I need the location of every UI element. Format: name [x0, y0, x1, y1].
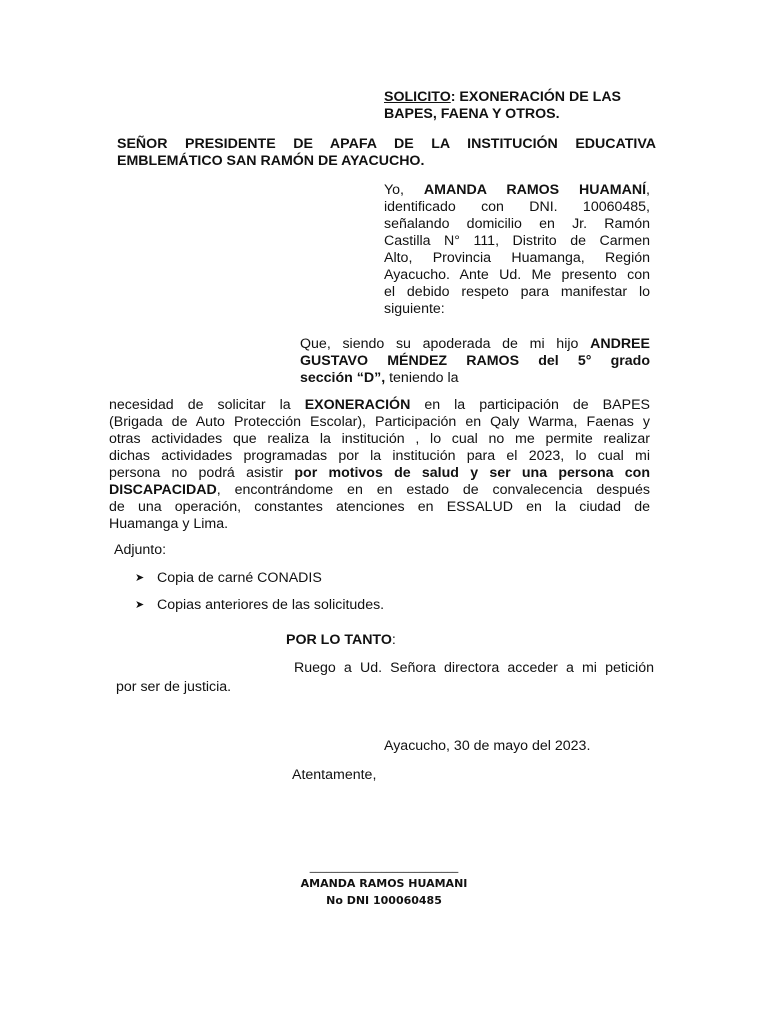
- place-date: Ayacucho, 30 de mayo del 2023.: [384, 738, 591, 754]
- intro-line: el debido respeto para manifestar lo: [384, 284, 650, 300]
- intro-line: siguiente:: [384, 301, 445, 317]
- que-text: Que, siendo su apoderada de mi hijo: [300, 336, 591, 352]
- attachments-label: Adjunto:: [114, 542, 167, 558]
- intro-comma: ,: [646, 182, 650, 198]
- signature-name: AMANDA RAMOS HUAMANI: [300, 877, 468, 890]
- request-line2: por ser de justicia.: [116, 679, 232, 695]
- applicant-name: AMANDA RAMOS HUAMANÍ: [423, 182, 647, 198]
- intro-yo: Yo,: [384, 182, 424, 198]
- que-text: teniendo la: [385, 370, 459, 386]
- attachment-item: [135, 570, 322, 587]
- attachment-item: [135, 597, 384, 614]
- exoneracion-term: EXONERACIÓN: [304, 397, 411, 413]
- child-section: sección “D”,: [300, 370, 386, 386]
- intro-line: Castilla N° 111, Distrito de Carmen: [384, 233, 650, 249]
- attachment-text: Copia de carné CONADIS: [157, 570, 322, 586]
- subject-line2: BAPES, FAENA Y OTROS.: [384, 106, 560, 122]
- subject-label: SOLICITO: [384, 89, 451, 105]
- por-lo-tanto-label: POR LO TANTO: [286, 632, 392, 648]
- body-text: en la participación de BAPES: [410, 397, 650, 413]
- intro-line: identificado con DNI. 10060485,: [384, 199, 650, 215]
- child-name-grade: GUSTAVO MÉNDEZ RAMOS del 5° grado: [300, 353, 650, 369]
- regards: Atentamente,: [292, 767, 377, 783]
- request-line1: Ruego a Ud. Señora directora acceder a mi petición: [294, 660, 654, 676]
- signature-dni: No DNI 100060485: [326, 894, 442, 907]
- discapacidad-term: DISCAPACIDAD: [109, 482, 217, 498]
- body-line: Huamanga y Lima.: [109, 516, 229, 532]
- subject-block: [384, 89, 656, 123]
- intro-line: Ayacucho. Ante Ud. Me presento con: [384, 267, 650, 283]
- body-paragraph: [109, 397, 650, 533]
- intro-line: Alto, Provincia Huamanga, Región: [384, 250, 650, 266]
- body-text: , encontrándome en en estado de convalecencia después: [216, 482, 650, 498]
- signature-block: [284, 858, 484, 909]
- por-lo-tanto: [286, 632, 396, 649]
- addressee-line1: SEÑOR PRESIDENTE DE APAFA DE LA INSTITUCIÓN EDUCATIVA: [117, 136, 656, 152]
- attachment-text: Copias anteriores de las solicitudes.: [157, 597, 385, 613]
- signature-line: ___________________________: [309, 860, 459, 873]
- addressee-line2: EMBLEMÁTICO SAN RAMÓN DE AYACUCHO.: [117, 153, 425, 169]
- body-text: persona no podrá asistir: [109, 465, 295, 481]
- body-line: de una operación, constantes atenciones en ESSALUD en la ciudad de: [109, 499, 650, 515]
- body-text: necesidad de solicitar la: [109, 397, 305, 413]
- subject-colon: :: [450, 89, 456, 105]
- body-line: dichas actividades programadas por la institución para el 2023, lo cual mi: [109, 448, 650, 464]
- arrow-bullet-icon: ➤: [135, 599, 145, 611]
- intro-line: señalando domicilio en Jr. Ramón: [384, 216, 650, 232]
- child-name-first: ANDREE: [590, 336, 650, 352]
- health-reason: por motivos de salud y ser una persona con: [294, 465, 650, 481]
- addressee-block: [117, 136, 656, 170]
- que-paragraph: [300, 336, 650, 387]
- por-lo-tanto-colon: :: [391, 632, 396, 648]
- body-line: otras actividades que realiza la institución , lo cual no me permite realizar: [109, 431, 650, 447]
- subject-line1: EXONERACIÓN DE LAS: [455, 89, 622, 105]
- arrow-bullet-icon: ➤: [135, 572, 145, 584]
- body-line: (Brigada de Auto Protección Escolar), Participación en Qaly Warma, Faenas y: [109, 414, 650, 430]
- intro-paragraph: [384, 182, 650, 318]
